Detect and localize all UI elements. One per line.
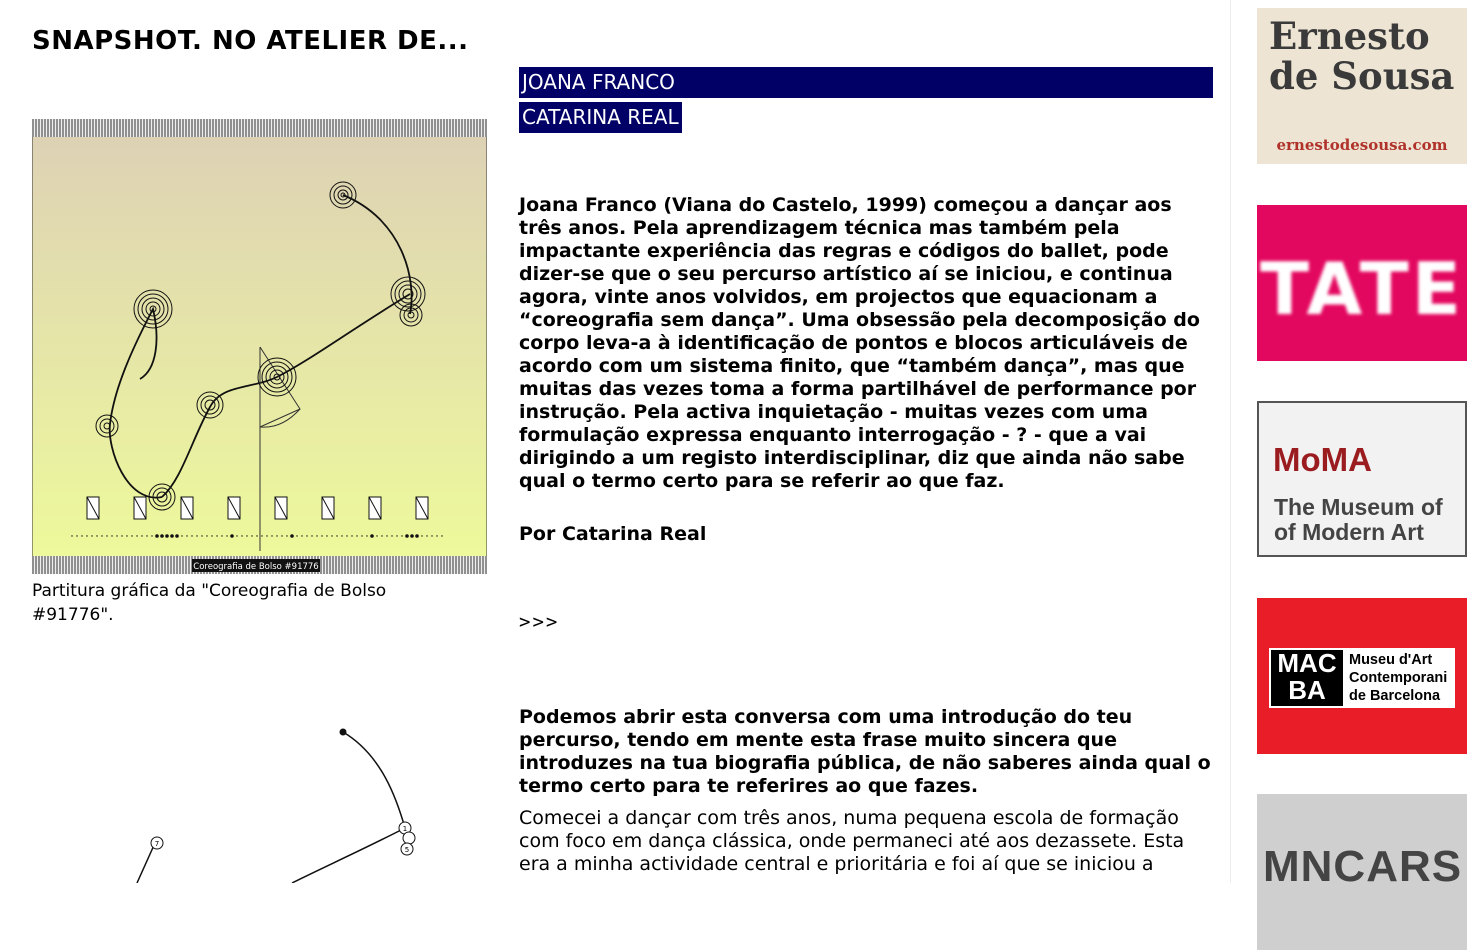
score-dot: [386, 535, 387, 536]
score-dot: [415, 534, 419, 538]
score-dot: [401, 535, 402, 536]
score-dot: [126, 535, 127, 536]
score-dot: [391, 535, 392, 536]
score-dot: [336, 535, 337, 536]
score-dot: [301, 535, 302, 536]
score-dot: [321, 535, 322, 536]
score-dot: [346, 535, 347, 536]
score-dot: [221, 535, 222, 536]
score-dot: [81, 535, 82, 536]
ad-macba-text: Museu d'Art Contemporani de Barcelona: [1349, 652, 1448, 704]
score-dot: [131, 535, 132, 536]
score-dot: [230, 534, 234, 538]
score-dot: [191, 535, 192, 536]
score-dot: [111, 535, 112, 536]
score-dot: [211, 535, 212, 536]
score-dot: [266, 535, 267, 536]
score-dot: [141, 535, 142, 536]
score-dot: [351, 535, 352, 536]
score-dot: [236, 535, 237, 536]
score-dot: [165, 534, 169, 538]
ad-tate-logo: TATE: [1260, 247, 1464, 331]
score-dot: [96, 535, 97, 536]
score-dot: [441, 535, 442, 536]
score-dot: [306, 535, 307, 536]
score-dot: [246, 535, 247, 536]
author-tag-catarina-real[interactable]: CATARINA REAL: [519, 102, 682, 133]
ad-macba[interactable]: [1257, 598, 1467, 754]
page-title: SNAPSHOT. NO ATELIER DE...: [32, 26, 469, 56]
read-more-link[interactable]: >>>: [519, 611, 560, 633]
score-figure-2: [32, 700, 487, 883]
score-dot: [290, 534, 294, 538]
ad-mncars[interactable]: [1257, 794, 1467, 950]
score-dot: [241, 535, 242, 536]
score-dot: [121, 535, 122, 536]
score-dot: [256, 535, 257, 536]
score-dot: [146, 535, 147, 536]
score-dot: [286, 535, 287, 536]
score-dot: [151, 535, 152, 536]
ad-tate[interactable]: [1257, 205, 1467, 361]
figure-caption: Partitura gráfica da "Coreografia de Bolso #91776".: [32, 581, 387, 625]
score-dot: [261, 535, 262, 536]
ad-moma-logo: MoMA: [1273, 441, 1372, 478]
score-dot: [136, 535, 137, 536]
score-dot: [296, 535, 297, 536]
node-label: 5: [404, 846, 410, 854]
score-dot: [276, 535, 277, 536]
score-dot: [361, 535, 362, 536]
ad-moma-subtitle: The Museum of of Modern Art: [1274, 494, 1443, 545]
ad-ernesto-url: ernestodesousa.com: [1276, 136, 1448, 154]
score-dot: [155, 534, 159, 538]
score-dot: [271, 535, 272, 536]
score-dot: [71, 535, 72, 536]
ad-mncars-logo: MNCARS: [1263, 842, 1463, 891]
score-dot: [206, 535, 207, 536]
score-dot: [106, 535, 107, 536]
score-dot: [426, 535, 427, 536]
ad-ernesto-de-sousa[interactable]: [1257, 8, 1467, 164]
score-dot: [216, 535, 217, 536]
score-dot: [366, 535, 367, 536]
score-dot: [381, 535, 382, 536]
ad-ernesto-title: Ernesto de Sousa: [1269, 14, 1455, 98]
node-label: 7: [154, 840, 160, 848]
score-dot: [160, 534, 164, 538]
author-tag-joana-franco[interactable]: JOANA FRANCO: [519, 67, 1213, 98]
sidebar-divider: [1230, 0, 1231, 883]
score-dot: [196, 535, 197, 536]
score-dot: [170, 534, 174, 538]
score-dot: [405, 534, 409, 538]
score-drawing-2: [32, 700, 487, 883]
score-dot: [431, 535, 432, 536]
score-figure: [32, 119, 487, 574]
score-dot: [86, 535, 87, 536]
score-dot: [396, 535, 397, 536]
score-dot: [316, 535, 317, 536]
score-dot: [186, 535, 187, 536]
top-hatch: [32, 119, 487, 137]
score-dot: [421, 535, 422, 536]
score-dot: [101, 535, 102, 536]
byline: Por Catarina Real: [519, 523, 707, 545]
score-dot: [281, 535, 282, 536]
score-label: Coreografia de Bolso #91776: [193, 562, 319, 572]
score-dot: [116, 535, 117, 536]
score-dot: [331, 535, 332, 536]
score-dot: [341, 535, 342, 536]
score-dot: [356, 535, 357, 536]
score-dot: [370, 534, 374, 538]
interview-question: Podemos abrir esta conversa com uma introdução do teu percurso, tendo em mente esta frase muito sincera que introduzes na tua biografia pública, de não saberes ainda qual o termo certo para te referires ao que fazes.: [519, 706, 1211, 797]
score-dot: [91, 535, 92, 536]
score-dot: [76, 535, 77, 536]
score-dot: [326, 535, 327, 536]
score-dot: [410, 534, 414, 538]
score-dot: [436, 535, 437, 536]
score-dot: [181, 535, 182, 536]
ad-moma[interactable]: [1257, 401, 1467, 557]
interview-answer: Comecei a dançar com três anos, numa pequena escola de formação com foco em dança clássica, onde permaneci até aos dezassete. Esta era a minha actividade central e prioritária e foi aí que se iniciou a: [519, 807, 1185, 875]
score-dot: [226, 535, 227, 536]
score-drawing: [32, 119, 487, 574]
score-dot: [311, 535, 312, 536]
ad-macba-mark: MAC BA: [1271, 650, 1343, 706]
score-dot: [251, 535, 252, 536]
node-label: 1: [402, 825, 408, 833]
score-dot: [175, 534, 179, 538]
ad-macba-logo: [1269, 648, 1455, 708]
score-dot: [376, 535, 377, 536]
intro-paragraph: Joana Franco (Viana do Castelo, 1999) começou a dançar aos três anos. Pela aprendizagem técnica mas também pela impactante experiência das regras e códigos do ballet, pode dizer-se que o seu percurso artístico aí se iniciou, e continua agora, vinte anos volvidos, em projectos que equacionam a “coreografia sem dança”. Uma obsessão pela decomposição do corpo leva-a à identificação de pontos e blocos articuláveis de acordo com um sistema finito, que “também dança”, mas que muitas das vezes toma a forma partilhável de performance por instrução. Pela activa inquietação - muitas vezes com uma formulação expressa enquanto interrogação - ? - que a vai dirigindo a um registo interdisciplinar, diz que ainda não sabe qual o termo certo para se referir ao que faz.: [519, 194, 1200, 492]
score-dot: [201, 535, 202, 536]
